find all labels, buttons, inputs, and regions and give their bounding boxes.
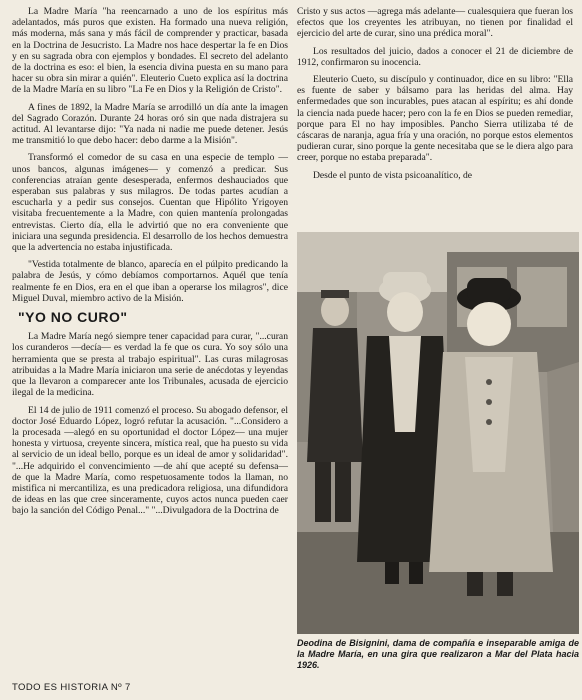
photo-caption: Deodina de Bisignini, dama de compañía e inseparable amiga de la Madre María, en una gira que realizaron a Mar del Plata hacia 1926. [297, 638, 579, 670]
paragraph: La Madre María "ha reencarnado a uno de los espíritus más adelantados, más puros que existen. Ha formado una nueva religión, más moderna, más sana y más fácil de comprender y practicar, basada en la Doctrina de Jesucristo. La Madre nos hace despertar la fe en Dios y en su sagrada obra con ejemplos y bondades. El secreto del adelanto de la doctrina es eso: el bien, la esencia divina puesta en su mano para hacer su obra sin mirar a quién". Eleuterio Cueto explica así la doctrina de la Madre María en su libro "La Fe en Dios y la Religión de Cristo". [12, 6, 288, 96]
left-column [12, 6, 288, 523]
right-column [297, 6, 573, 187]
page-footer: TODO ES HISTORIA Nº 7 [12, 682, 131, 693]
paragraph: Cristo y sus actos —agrega más adelante— cualesquiera que fueran los efectos que los creyentes les atribuyan, no tienen por finalidad el ejercicio del arte de curar, sino una prédica moral". [297, 6, 573, 40]
photo-illustration [297, 232, 579, 634]
paragraph: Desde el punto de vista psicoanalítico, de [313, 169, 473, 181]
historical-photo [297, 232, 579, 634]
paragraph: El 14 de julio de 1911 comenzó el proceso. Su abogado defensor, el doctor José Eduardo López, logró refutar la acusación. "...Considero a la procesada —alegó en su oportunidad el doctor López— una mujer honesta y virtuosa, creyente sincera, mística real, que ha puesto su vida al servicio de un ideal bello, porque es un ideal de amor y solidaridad". "...He adquirido el convencimiento —de ahí que acepté su defensa— de que la Madre María, como respetuosamente todos la llaman, no mistifica ni mercantiliza, es una predicadora religiosa, una difundidora de ideas en las que cree sinceramente, cuyos actos nunca pueden caer bajo la sanción del Código Penal..." "...Divulgadora de la Doctrina de [12, 404, 288, 517]
section-heading: "YO NO CURO" [18, 309, 128, 326]
paragraph: A fines de 1892, la Madre María se arrodilló un día ante la imagen del Sagrado Corazón. Durante 24 horas oró sin que nada distrajera su actitud. Al levantarse dijo: "Ya nada ni nadie me puede detener. Jesús me transmitió lo que debo hacer: debo darme a la Misión". [12, 101, 288, 147]
paragraph: "Vestida totalmente de blanco, aparecía en el púlpito predicando la palabra de Jesús, y cómo debíamos comportarnos. Aquél que tenía realmente fe en Dios, era en el que iban a operarse los milagros", dice Miguel Duval, miembro activo de la Misión. [12, 259, 288, 304]
paragraph: Eleuterio Cueto, su discípulo y continuador, dice en su libro: "Ella es fuente de saber y bálsamo para las heridas del alma. Hay enfermedades que son incurables, pues atacan al espíritu; es ahí donde la ciencia nada puede hacer; pero con la fe en Dios se pueden remediar, porque para El no hay imposibles. Pancho Sierra utilizaba té de cáscaras de naranja, agua fría y una oración, no porque estos elementos pudieran curar, sino porque la gente necesitaba que se le diera algo para creer, porque no estaba preparada". [297, 74, 573, 164]
paragraph: Transformó el comedor de su casa en una especie de templo —unos bancos, algunas imágenes— y comenzó a predicar. Sus conferencias atraían gente desesperada, enfermos deshauciados que esperaban sus palabras y sus milagros. De todas partes acudían a escucharla y a pedir sus consejos. Cuentan que Hipólito Yrigoyen visitaba frecuentemente a la Madre, con quien mantenía prolongadas entrevistas. Cierto día, ella le advirtió que no era conveniente que iniciara una segunda presidencia. El desarrollo de los hechos demuestra que la advertencia no estaba injustificada. [12, 152, 288, 254]
paragraph: La Madre María negó siempre tener capacidad para curar, "...curan los curanderos —decía— es verdad la fe que os cura. Yo soy sólo una herramienta que se presta al trabajo espiritual". Las curas milagrosas atribuidas a la Madre María iniciaron una serie de anécdotas y leyendas que la llevaron a comparecer ante los Tribunales, acusada de ejercicio ilegal de la medicina. [12, 331, 288, 399]
paragraph: Los resultados del juicio, dados a conocer el 21 de diciembre de 1912, confirmaron su inocencia. [297, 45, 573, 68]
